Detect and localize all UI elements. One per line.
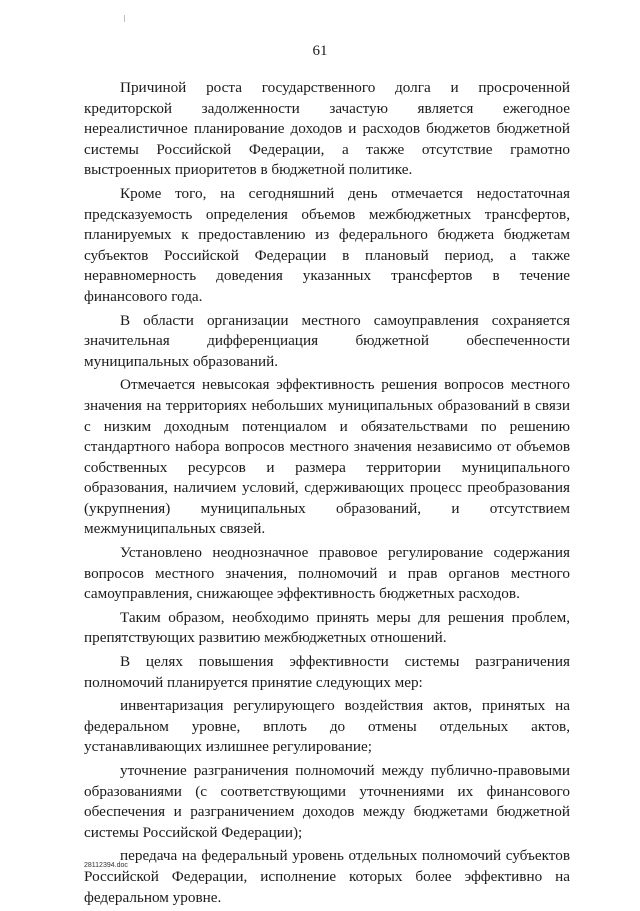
paragraph: Таким образом, необходимо принять меры для решения проблем, препятствующих развитию межбюджетных отношений. <box>84 608 570 647</box>
paragraph: В области организации местного самоуправления сохраняется значительная дифференциация бюджетной обеспеченности муниципальных образований. <box>84 311 570 370</box>
paragraph: Отмечается невысокая эффективность решения вопросов местного значения на территориях небольших муниципальных образований в связи с низким доходным потенциалом и обязательствами по решению стандартного набора вопросов местного значения независимо от объемов собственных ресурсов и размера территории муниципального образования, наличием условий, сдерживающих процесс преобразования (укрупнения) муниципальных образований, и отсутствием межмуниципальных связей. <box>84 376 570 538</box>
list-item: передача на федеральный уровень отдельных полномочий субъектов Российской Федерации, исполнение которых более эффективно на федеральном уровне. <box>84 847 570 906</box>
page-number: 61 <box>312 43 328 59</box>
paragraph: Установлено неоднозначное правовое регулирование содержания вопросов местного значения, полномочий и прав органов местного самоуправления, снижающее эффективность бюджетных расходов. <box>84 544 570 603</box>
scan-mark <box>124 15 125 22</box>
paragraph: В целях повышения эффективности системы разграничения полномочий планируется принятие следующих мер: <box>84 653 570 691</box>
paragraph: Причиной роста государственного долга и просроченной кредиторской задолженности зачастую является ежегодное нереалистичное планирование доходов и расходов бюджетов бюджетной системы Российской Федерации, а также отсутствие грамотно выстроенных приоритетов в бюджетной политике. <box>84 79 570 179</box>
document-body <box>84 78 570 911</box>
paragraph: Кроме того, на сегодняшний день отмечается недостаточная предсказуемость определения объемов межбюджетных трансфертов, планируемых к предоставлению из федерального бюджета бюджетам субъектов Российской Федерации в плановый период, а также неравномерность доведения указанных трансфертов в течение финансового года. <box>84 184 570 305</box>
document-file-code: 28112394.doc <box>84 862 128 869</box>
list-item: инвентаризация регулирующего воздействия актов, принятых на федеральном уровне, вплоть до отмены отдельных актов, устанавливающих излишнее регулирование; <box>84 697 570 756</box>
list-item: уточнение разграничения полномочий между публично-правовыми образованиями (с соответствующими уточнениями их финансового обеспечения и разграничением доходов между бюджетами бюджетной системы Российской Федерации); <box>84 762 570 841</box>
